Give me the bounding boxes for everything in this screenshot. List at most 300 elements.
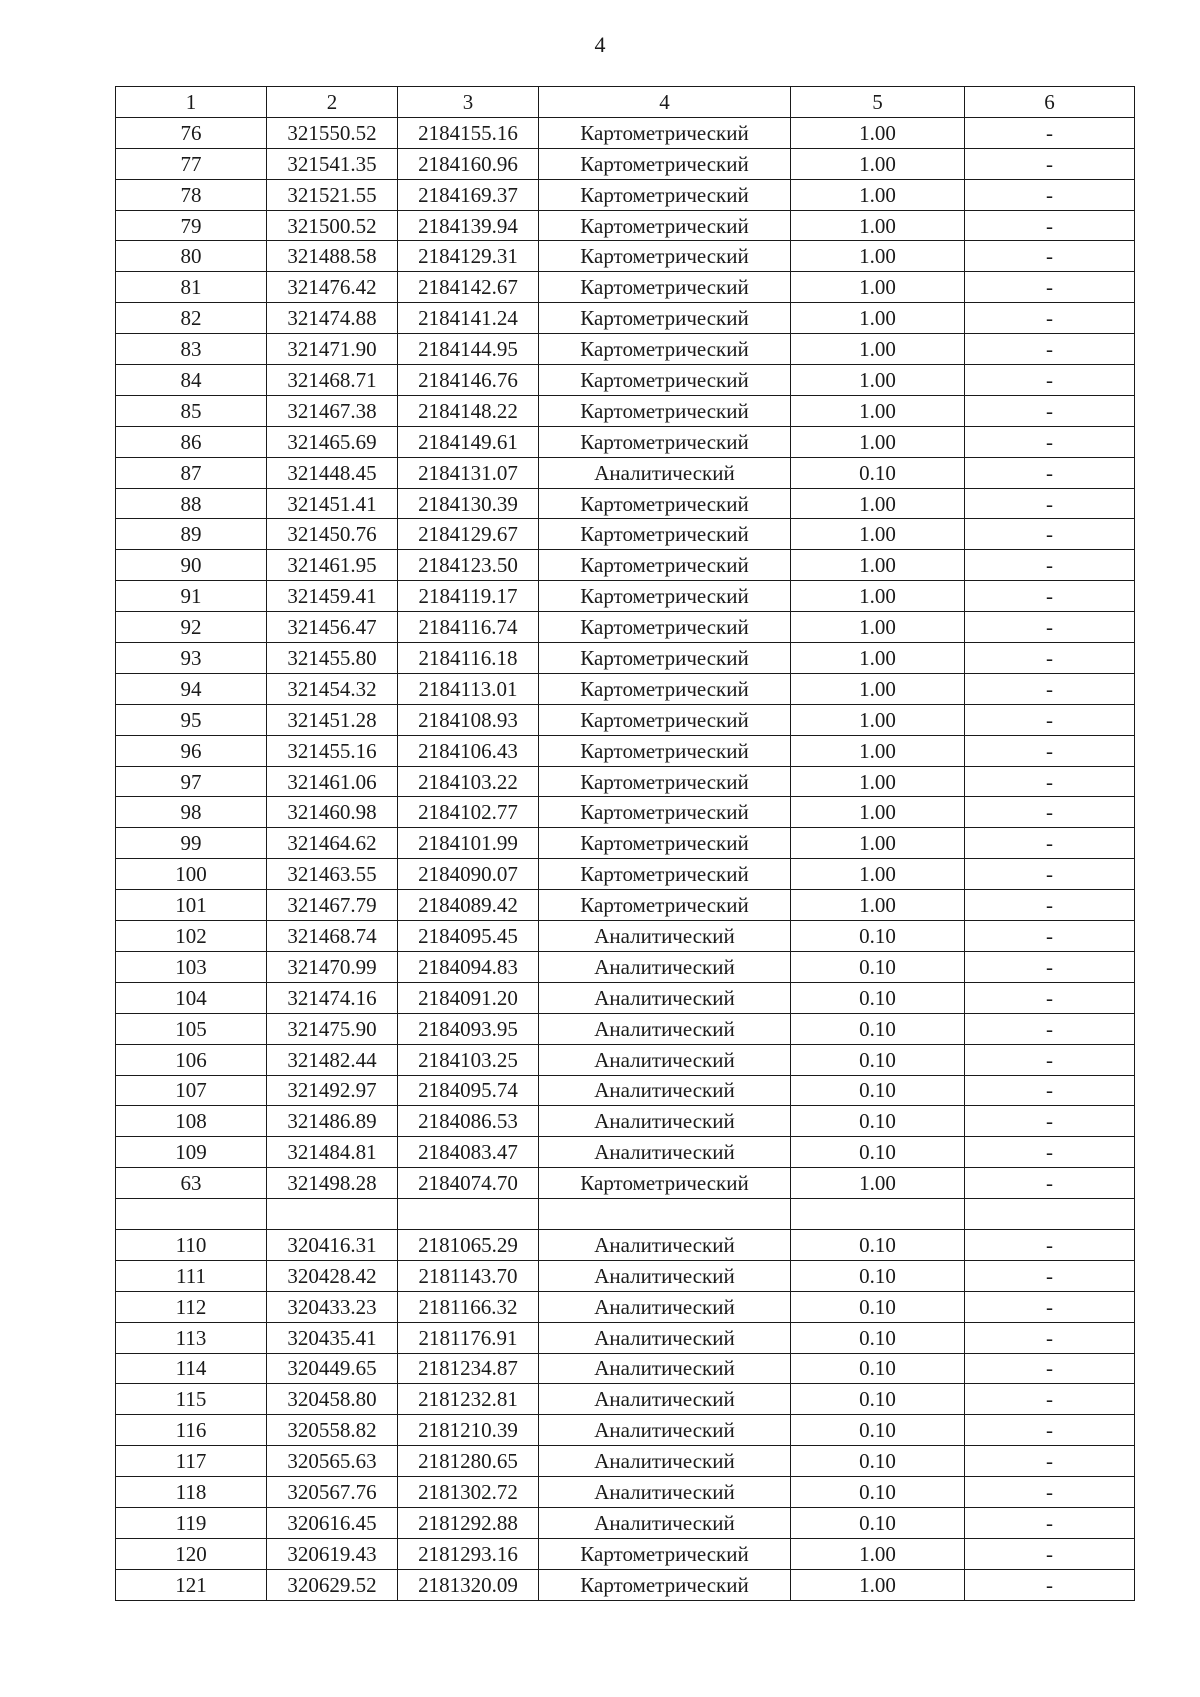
table-row <box>116 117 1135 148</box>
note-cell: - <box>965 365 1135 396</box>
table-row <box>116 334 1135 365</box>
method-cell: Картометрический <box>539 643 791 674</box>
note-cell: - <box>965 890 1135 921</box>
table-row <box>116 828 1135 859</box>
method-cell: Аналитический <box>539 1353 791 1384</box>
point-number-cell: 111 <box>116 1260 267 1291</box>
accuracy-cell: 0.10 <box>791 1353 965 1384</box>
x-coordinate-cell: 320565.63 <box>267 1446 398 1477</box>
method-cell: Картометрический <box>539 1168 791 1199</box>
x-coordinate-cell: 320616.45 <box>267 1507 398 1538</box>
y-coordinate-cell: 2184141.24 <box>398 303 539 334</box>
method-cell: Картометрический <box>539 797 791 828</box>
method-cell: Картометрический <box>539 395 791 426</box>
accuracy-cell: 1.00 <box>791 303 965 334</box>
x-coordinate-cell: 320629.52 <box>267 1569 398 1600</box>
x-coordinate-cell: 321550.52 <box>267 117 398 148</box>
accuracy-cell: 1.00 <box>791 673 965 704</box>
y-coordinate-cell: 2184094.83 <box>398 951 539 982</box>
x-coordinate-cell: 320458.80 <box>267 1384 398 1415</box>
note-cell: - <box>965 488 1135 519</box>
point-number-cell: 107 <box>116 1075 267 1106</box>
header-cell-4: 4 <box>539 87 791 118</box>
method-cell: Аналитический <box>539 1137 791 1168</box>
note-cell: - <box>965 1260 1135 1291</box>
table-row <box>116 921 1135 952</box>
x-coordinate-cell: 321467.79 <box>267 890 398 921</box>
accuracy-cell: 1.00 <box>791 148 965 179</box>
method-cell: Картометрический <box>539 735 791 766</box>
x-coordinate-cell: 321471.90 <box>267 334 398 365</box>
note-cell: - <box>965 210 1135 241</box>
method-cell: Аналитический <box>539 1384 791 1415</box>
table-row <box>116 612 1135 643</box>
point-number-cell: 82 <box>116 303 267 334</box>
x-coordinate-cell: 321456.47 <box>267 612 398 643</box>
y-coordinate-cell: 2184108.93 <box>398 704 539 735</box>
point-number-cell: 110 <box>116 1229 267 1260</box>
accuracy-cell: 1.00 <box>791 488 965 519</box>
table-header <box>116 87 1135 118</box>
accuracy-cell: 1.00 <box>791 395 965 426</box>
method-cell: Картометрический <box>539 1569 791 1600</box>
y-coordinate-cell: 2184101.99 <box>398 828 539 859</box>
point-number-cell: 86 <box>116 426 267 457</box>
note-cell: - <box>965 859 1135 890</box>
x-coordinate-cell: 321459.41 <box>267 581 398 612</box>
y-coordinate-cell: 2184090.07 <box>398 859 539 890</box>
point-number-cell: 120 <box>116 1538 267 1569</box>
accuracy-cell: 1.00 <box>791 334 965 365</box>
note-cell: - <box>965 1538 1135 1569</box>
y-coordinate-cell: 2181292.88 <box>398 1507 539 1538</box>
accuracy-cell: 0.10 <box>791 1106 965 1137</box>
method-cell: Аналитический <box>539 1106 791 1137</box>
table-row <box>116 1538 1135 1569</box>
header-cell-1: 1 <box>116 87 267 118</box>
point-number-cell: 93 <box>116 643 267 674</box>
point-number-cell: 92 <box>116 612 267 643</box>
coordinates-table <box>115 86 1135 1601</box>
method-cell: Картометрический <box>539 117 791 148</box>
accuracy-cell: 1.00 <box>791 828 965 859</box>
y-coordinate-cell: 2184106.43 <box>398 735 539 766</box>
accuracy-cell: 0.10 <box>791 1446 965 1477</box>
y-coordinate-cell: 2184119.17 <box>398 581 539 612</box>
method-cell: Картометрический <box>539 581 791 612</box>
table-row <box>116 1044 1135 1075</box>
table-row <box>116 1477 1135 1508</box>
accuracy-cell: 0.10 <box>791 1477 965 1508</box>
accuracy-cell: 1.00 <box>791 1569 965 1600</box>
note-cell: - <box>965 951 1135 982</box>
x-coordinate-cell: 321464.62 <box>267 828 398 859</box>
accuracy-cell: 0.10 <box>791 1075 965 1106</box>
point-number-cell: 96 <box>116 735 267 766</box>
note-cell: - <box>965 1013 1135 1044</box>
note-cell: - <box>965 550 1135 581</box>
method-cell: Картометрический <box>539 612 791 643</box>
x-coordinate-cell: 321468.74 <box>267 921 398 952</box>
note-cell: - <box>965 1353 1135 1384</box>
x-coordinate-cell: 321488.58 <box>267 241 398 272</box>
point-number-cell: 63 <box>116 1168 267 1199</box>
accuracy-cell: 1.00 <box>791 365 965 396</box>
point-number-cell: 114 <box>116 1353 267 1384</box>
y-coordinate-cell: 2181320.09 <box>398 1569 539 1600</box>
y-coordinate-cell: 2184113.01 <box>398 673 539 704</box>
accuracy-cell: 1.00 <box>791 519 965 550</box>
accuracy-cell: 0.10 <box>791 1384 965 1415</box>
y-coordinate-cell: 2184102.77 <box>398 797 539 828</box>
x-coordinate-cell: 321474.88 <box>267 303 398 334</box>
x-coordinate-cell: 321492.97 <box>267 1075 398 1106</box>
table-row <box>116 1507 1135 1538</box>
method-cell: Аналитический <box>539 921 791 952</box>
point-number-cell: 90 <box>116 550 267 581</box>
note-cell: - <box>965 1415 1135 1446</box>
note-cell: - <box>965 457 1135 488</box>
note-cell: - <box>965 1137 1135 1168</box>
accuracy-cell: 1.00 <box>791 210 965 241</box>
method-cell: Картометрический <box>539 550 791 581</box>
y-coordinate-cell: 2181280.65 <box>398 1446 539 1477</box>
method-cell: Аналитический <box>539 1477 791 1508</box>
accuracy-cell: 1.00 <box>791 797 965 828</box>
note-cell: - <box>965 334 1135 365</box>
y-coordinate-cell: 2184074.70 <box>398 1168 539 1199</box>
table-row <box>116 766 1135 797</box>
y-coordinate-cell: 2181302.72 <box>398 1477 539 1508</box>
x-coordinate-cell: 320567.76 <box>267 1477 398 1508</box>
header-cell-3: 3 <box>398 87 539 118</box>
x-coordinate-cell: 321468.71 <box>267 365 398 396</box>
y-coordinate-cell: 2181234.87 <box>398 1353 539 1384</box>
table-row <box>116 643 1135 674</box>
method-cell: Картометрический <box>539 519 791 550</box>
y-coordinate-cell: 2184083.47 <box>398 1137 539 1168</box>
note-cell: - <box>965 1075 1135 1106</box>
accuracy-cell: 1.00 <box>791 890 965 921</box>
note-cell: - <box>965 643 1135 674</box>
accuracy-cell: 0.10 <box>791 951 965 982</box>
point-number-cell: 95 <box>116 704 267 735</box>
accuracy-cell: 1.00 <box>791 704 965 735</box>
x-coordinate-cell: 321484.81 <box>267 1137 398 1168</box>
y-coordinate-cell: 2184142.67 <box>398 272 539 303</box>
accuracy-cell: 1.00 <box>791 117 965 148</box>
y-coordinate-cell: 2184169.37 <box>398 179 539 210</box>
method-cell: Картометрический <box>539 148 791 179</box>
point-number-cell: 99 <box>116 828 267 859</box>
x-coordinate-cell: 321455.16 <box>267 735 398 766</box>
y-coordinate-cell: 2184155.16 <box>398 117 539 148</box>
table-row <box>116 272 1135 303</box>
accuracy-cell <box>791 1199 965 1230</box>
x-coordinate-cell: 320558.82 <box>267 1415 398 1446</box>
x-coordinate-cell: 320449.65 <box>267 1353 398 1384</box>
y-coordinate-cell: 2184139.94 <box>398 210 539 241</box>
note-cell: - <box>965 303 1135 334</box>
note-cell: - <box>965 982 1135 1013</box>
note-cell: - <box>965 1044 1135 1075</box>
method-cell: Аналитический <box>539 1260 791 1291</box>
accuracy-cell: 1.00 <box>791 581 965 612</box>
point-number-cell: 115 <box>116 1384 267 1415</box>
note-cell <box>965 1199 1135 1230</box>
x-coordinate-cell: 320433.23 <box>267 1291 398 1322</box>
table-row <box>116 1353 1135 1384</box>
accuracy-cell: 0.10 <box>791 1507 965 1538</box>
y-coordinate-cell: 2181143.70 <box>398 1260 539 1291</box>
note-cell: - <box>965 735 1135 766</box>
note-cell: - <box>965 581 1135 612</box>
method-cell: Картометрический <box>539 828 791 859</box>
x-coordinate-cell: 321450.76 <box>267 519 398 550</box>
note-cell: - <box>965 704 1135 735</box>
y-coordinate-cell: 2184116.74 <box>398 612 539 643</box>
point-number-cell: 84 <box>116 365 267 396</box>
method-cell: Аналитический <box>539 1075 791 1106</box>
y-coordinate-cell: 2184129.67 <box>398 519 539 550</box>
accuracy-cell: 1.00 <box>791 766 965 797</box>
accuracy-cell: 1.00 <box>791 859 965 890</box>
x-coordinate-cell <box>267 1199 398 1230</box>
table-row <box>116 581 1135 612</box>
table-row <box>116 210 1135 241</box>
header-row <box>116 87 1135 118</box>
table-row <box>116 395 1135 426</box>
point-number-cell: 88 <box>116 488 267 519</box>
method-cell <box>539 1199 791 1230</box>
table-row <box>116 1075 1135 1106</box>
y-coordinate-cell: 2184095.45 <box>398 921 539 952</box>
table-row <box>116 457 1135 488</box>
note-cell: - <box>965 921 1135 952</box>
y-coordinate-cell: 2184089.42 <box>398 890 539 921</box>
point-number-cell: 79 <box>116 210 267 241</box>
table-row <box>116 303 1135 334</box>
y-coordinate-cell: 2184130.39 <box>398 488 539 519</box>
x-coordinate-cell: 321476.42 <box>267 272 398 303</box>
accuracy-cell: 1.00 <box>791 426 965 457</box>
table-row <box>116 859 1135 890</box>
method-cell: Аналитический <box>539 1415 791 1446</box>
y-coordinate-cell: 2184144.95 <box>398 334 539 365</box>
accuracy-cell: 1.00 <box>791 1538 965 1569</box>
method-cell: Картометрический <box>539 1538 791 1569</box>
point-number-cell: 89 <box>116 519 267 550</box>
note-cell: - <box>965 148 1135 179</box>
y-coordinate-cell: 2181176.91 <box>398 1322 539 1353</box>
y-coordinate-cell: 2184116.18 <box>398 643 539 674</box>
page-number: 4 <box>594 32 606 57</box>
method-cell: Аналитический <box>539 1013 791 1044</box>
accuracy-cell: 1.00 <box>791 612 965 643</box>
table-row <box>116 1569 1135 1600</box>
accuracy-cell: 0.10 <box>791 1044 965 1075</box>
table-row <box>116 1199 1135 1230</box>
y-coordinate-cell: 2181293.16 <box>398 1538 539 1569</box>
method-cell: Картометрический <box>539 488 791 519</box>
point-number-cell: 105 <box>116 1013 267 1044</box>
point-number-cell: 91 <box>116 581 267 612</box>
table-row <box>116 982 1135 1013</box>
method-cell: Аналитический <box>539 1507 791 1538</box>
note-cell: - <box>965 1384 1135 1415</box>
point-number-cell: 112 <box>116 1291 267 1322</box>
x-coordinate-cell: 321455.80 <box>267 643 398 674</box>
accuracy-cell: 0.10 <box>791 1415 965 1446</box>
y-coordinate-cell: 2184103.22 <box>398 766 539 797</box>
note-cell: - <box>965 1446 1135 1477</box>
point-number-cell: 85 <box>116 395 267 426</box>
x-coordinate-cell: 321470.99 <box>267 951 398 982</box>
table-row <box>116 1291 1135 1322</box>
y-coordinate-cell: 2184146.76 <box>398 365 539 396</box>
table-row <box>116 1415 1135 1446</box>
note-cell: - <box>965 1229 1135 1260</box>
accuracy-cell: 0.10 <box>791 1229 965 1260</box>
point-number-cell: 104 <box>116 982 267 1013</box>
point-number-cell: 116 <box>116 1415 267 1446</box>
point-number-cell: 101 <box>116 890 267 921</box>
y-coordinate-cell: 2184129.31 <box>398 241 539 272</box>
method-cell: Картометрический <box>539 303 791 334</box>
table-row <box>116 1137 1135 1168</box>
table-body <box>116 117 1135 1600</box>
y-coordinate-cell: 2184148.22 <box>398 395 539 426</box>
point-number-cell: 106 <box>116 1044 267 1075</box>
note-cell: - <box>965 395 1135 426</box>
note-cell: - <box>965 1569 1135 1600</box>
method-cell: Аналитический <box>539 982 791 1013</box>
point-number-cell: 77 <box>116 148 267 179</box>
accuracy-cell: 0.10 <box>791 457 965 488</box>
x-coordinate-cell: 321461.95 <box>267 550 398 581</box>
y-coordinate-cell: 2184091.20 <box>398 982 539 1013</box>
note-cell: - <box>965 766 1135 797</box>
accuracy-cell: 1.00 <box>791 643 965 674</box>
y-coordinate-cell: 2181232.81 <box>398 1384 539 1415</box>
accuracy-cell: 0.10 <box>791 921 965 952</box>
point-number-cell: 81 <box>116 272 267 303</box>
table-row <box>116 488 1135 519</box>
y-coordinate-cell: 2184123.50 <box>398 550 539 581</box>
table-row <box>116 1013 1135 1044</box>
note-cell: - <box>965 797 1135 828</box>
accuracy-cell: 1.00 <box>791 735 965 766</box>
note-cell: - <box>965 519 1135 550</box>
accuracy-cell: 0.10 <box>791 1013 965 1044</box>
method-cell: Аналитический <box>539 1446 791 1477</box>
point-number-cell: 98 <box>116 797 267 828</box>
point-number-cell: 76 <box>116 117 267 148</box>
x-coordinate-cell: 321451.41 <box>267 488 398 519</box>
x-coordinate-cell: 321467.38 <box>267 395 398 426</box>
x-coordinate-cell: 320435.41 <box>267 1322 398 1353</box>
point-number-cell: 100 <box>116 859 267 890</box>
table-row <box>116 1322 1135 1353</box>
method-cell: Аналитический <box>539 1291 791 1322</box>
method-cell: Картометрический <box>539 859 791 890</box>
note-cell: - <box>965 179 1135 210</box>
method-cell: Картометрический <box>539 272 791 303</box>
accuracy-cell: 0.10 <box>791 982 965 1013</box>
x-coordinate-cell: 321498.28 <box>267 1168 398 1199</box>
note-cell: - <box>965 272 1135 303</box>
method-cell: Картометрический <box>539 704 791 735</box>
x-coordinate-cell: 321448.45 <box>267 457 398 488</box>
header-cell-2: 2 <box>267 87 398 118</box>
point-number-cell: 108 <box>116 1106 267 1137</box>
table-row <box>116 735 1135 766</box>
point-number-cell: 97 <box>116 766 267 797</box>
method-cell: Картометрический <box>539 766 791 797</box>
x-coordinate-cell: 321474.16 <box>267 982 398 1013</box>
point-number-cell: 118 <box>116 1477 267 1508</box>
accuracy-cell: 1.00 <box>791 550 965 581</box>
note-cell: - <box>965 1106 1135 1137</box>
x-coordinate-cell: 321486.89 <box>267 1106 398 1137</box>
header-cell-5: 5 <box>791 87 965 118</box>
accuracy-cell: 0.10 <box>791 1291 965 1322</box>
x-coordinate-cell: 321451.28 <box>267 704 398 735</box>
table-row <box>116 1106 1135 1137</box>
table-row <box>116 1229 1135 1260</box>
method-cell: Картометрический <box>539 334 791 365</box>
table-row <box>116 797 1135 828</box>
table-row <box>116 1260 1135 1291</box>
accuracy-cell: 0.10 <box>791 1322 965 1353</box>
table-row <box>116 519 1135 550</box>
method-cell: Картометрический <box>539 241 791 272</box>
method-cell: Картометрический <box>539 210 791 241</box>
accuracy-cell: 1.00 <box>791 241 965 272</box>
y-coordinate-cell: 2184131.07 <box>398 457 539 488</box>
table-row <box>116 890 1135 921</box>
note-cell: - <box>965 828 1135 859</box>
point-number-cell: 78 <box>116 179 267 210</box>
y-coordinate-cell: 2184149.61 <box>398 426 539 457</box>
x-coordinate-cell: 321541.35 <box>267 148 398 179</box>
x-coordinate-cell: 321475.90 <box>267 1013 398 1044</box>
y-coordinate-cell: 2184086.53 <box>398 1106 539 1137</box>
table-row <box>116 550 1135 581</box>
table-row <box>116 241 1135 272</box>
note-cell: - <box>965 1322 1135 1353</box>
x-coordinate-cell: 321463.55 <box>267 859 398 890</box>
table-row <box>116 704 1135 735</box>
point-number-cell: 83 <box>116 334 267 365</box>
note-cell: - <box>965 612 1135 643</box>
point-number-cell: 94 <box>116 673 267 704</box>
note-cell: - <box>965 1168 1135 1199</box>
table-row <box>116 365 1135 396</box>
point-number-cell: 113 <box>116 1322 267 1353</box>
point-number-cell: 121 <box>116 1569 267 1600</box>
table-row <box>116 179 1135 210</box>
table-row <box>116 951 1135 982</box>
point-number-cell: 109 <box>116 1137 267 1168</box>
table-row <box>116 1384 1135 1415</box>
note-cell: - <box>965 1507 1135 1538</box>
table-row <box>116 1168 1135 1199</box>
y-coordinate-cell <box>398 1199 539 1230</box>
table-row <box>116 673 1135 704</box>
point-number-cell: 119 <box>116 1507 267 1538</box>
accuracy-cell: 0.10 <box>791 1260 965 1291</box>
